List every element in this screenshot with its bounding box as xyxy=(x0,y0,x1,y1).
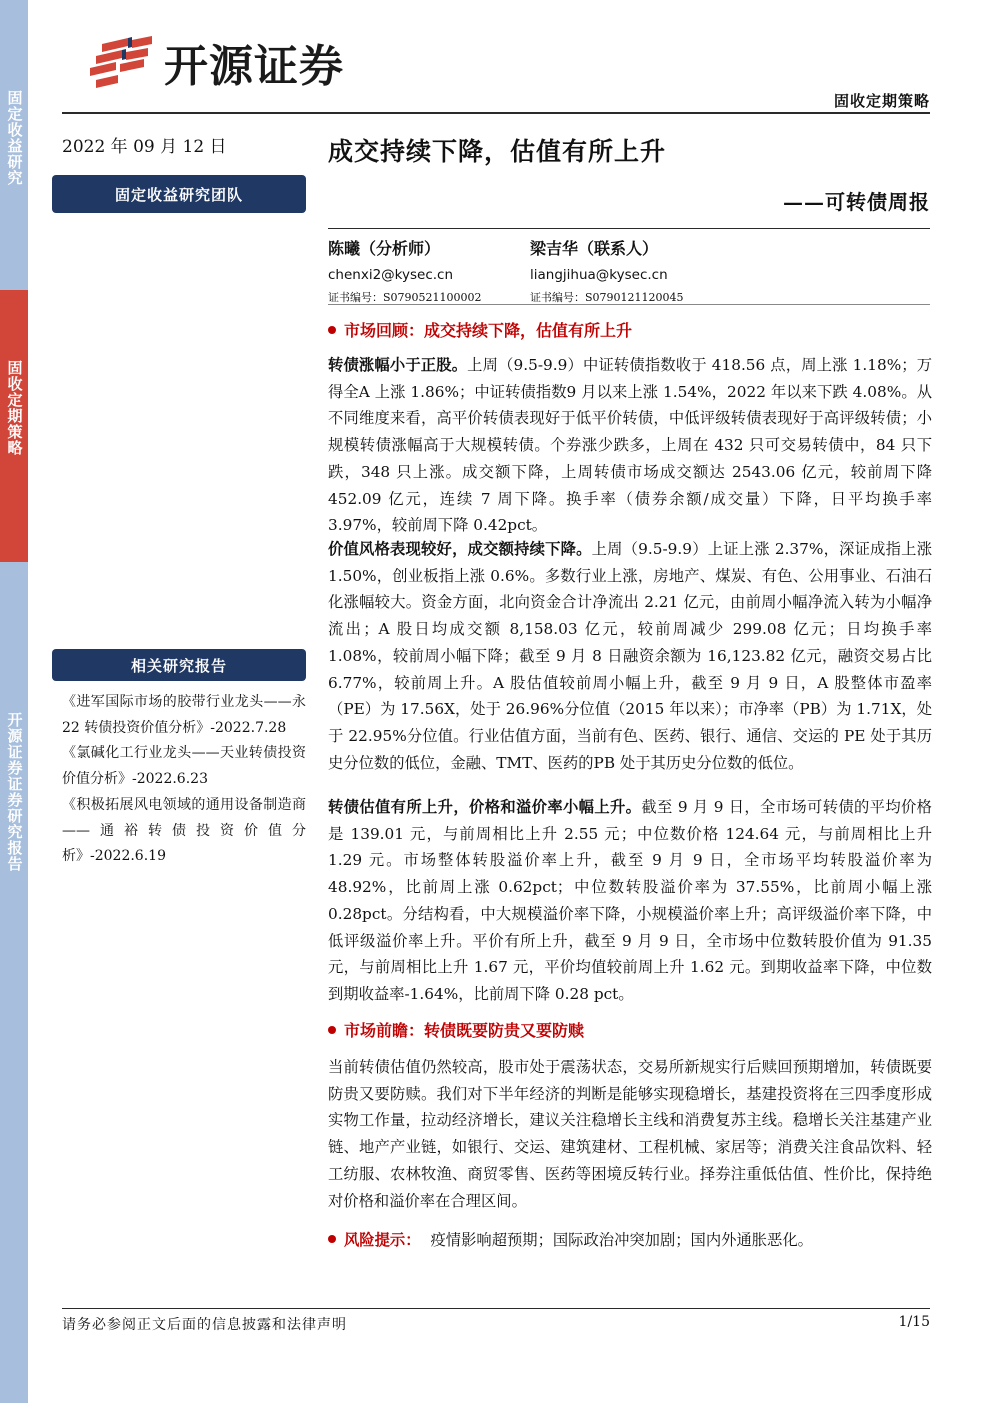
brand-logo xyxy=(88,30,344,94)
header-divider xyxy=(62,112,930,114)
risk-label: 风险提示： xyxy=(344,1231,421,1249)
author-cert: 证书编号：S0790121120045 xyxy=(530,291,684,304)
author-block xyxy=(328,236,482,305)
section-heading-review: 市场回顾：成交持续下降，估值有所上升 xyxy=(328,318,632,341)
kysec-logo-icon xyxy=(88,36,158,88)
paragraph-lead: 转债估值有所上升，价格和溢价率小幅上升。 xyxy=(328,798,642,816)
bullet-dot-icon xyxy=(328,1026,336,1034)
author-divider-top xyxy=(328,228,930,229)
author-email[interactable]: liangjihua@kysec.cn xyxy=(530,267,668,283)
footer-divider xyxy=(62,1308,930,1309)
author-cert: 证书编号：S0790521100002 xyxy=(328,291,482,304)
related-report-link[interactable]: 《积极拓展风电领域的通用设备制造商——通裕转债投资价值分析》-2022.6.19 xyxy=(62,796,306,865)
bullet-dot-icon xyxy=(328,326,336,334)
related-report-link[interactable]: 《氯碱化工行业龙头——天业转债投资价值分析》-2022.6.23 xyxy=(62,745,306,788)
bullet-dot-icon xyxy=(328,1235,336,1243)
team-badge: 固定收益研究团队 xyxy=(52,175,306,213)
author-email[interactable]: chenxi2@kysec.cn xyxy=(328,267,454,283)
author-block xyxy=(530,236,684,305)
paragraph-review-2: 价值风格表现较好，成交额持续下降。上周（9.5-9.9）上证上涨 2.37%，深证成指上涨 1.50%，创业板指上涨 0.6%。多数行业上涨，房地产、煤炭、有色、公用事业、石油石化涨幅较大。资金方面，北向资金合计净流出 2.21 亿元，由前周小幅净流入转为小幅净流出；A 股日均成交额 8,158.03 亿元，较前周减少 299.08 亿元；日均换手率 1.08%，较前周小幅下降；截至 9 月 8 日融资余额为 16,123.82 亿元，融资交易占比 6.77%，较前周上升。A 股估值较前周小幅上升，截至 9 月 9 日，A 股整体市盈率（PE）为 17.56X，处于 26.96%分位值（2015 年以来）；市净率（PB）为 1.71X，处于 22.95%分位值。行业估值方面，当前有色、医药、银行、通信、交运的 PE 处于其历史分位数的低位，金融、TMT、医药的PB 处于其历史分位数的低位。 xyxy=(328,540,932,772)
related-reports-heading: 相关研究报告 xyxy=(52,649,306,681)
paragraph-review-1: 转债涨幅小于正股。上周（9.5-9.9）中证转债指数收于 418.56 点，周上涨 1.18%；万得全A 上涨 1.86%；中证转债指数9 月以来上涨 1.54%，2022 年以来下跌 4.08%。从不同维度来看，高平价转债表现好于低平价转债，中低评级转债表现好于高评级转债；小规模转债涨幅高于大规模转债。个券涨少跌多，上周在 432 只可交易转债中，84 只下跌，348 只上涨。成交额下降，上周转债市场成交额达 2543.06 亿元，较前周下降 452.09 亿元，连续 7 周下降。换手率（债券余额/成交量）下降，日平均换手率 3.97%，较前周下降 0.42pct。 xyxy=(328,356,932,535)
page-number: 1/15 xyxy=(898,1314,930,1330)
paragraph-lead: 转债涨幅小于正股。 xyxy=(328,356,468,374)
paragraph-review-3: 转债估值有所上升，价格和溢价率小幅上升。截至 9 月 9 日，全市场可转债的平均价格是 139.01 元，与前周相比上升 2.55 元；中位数价格 124.64 元，与前周相比上升 1.29 元。市场整体转股溢价率上升，截至 9 月 9 日，全市场平均转股溢价率为 48.92%，比前周上涨 0.62pct；中位数转股溢价率为 37.55%，比前周小幅上涨 0.28pct。分结构看，中大规模溢价率下降，小规模溢价率上升；高评级溢价率下降，中低评级溢价率上升。平价有所上升，截至 9 月 9 日，全市场中位数转股价值为 91.35 元，与前周相比上升 1.67 元，平价均值较前周上升 1.62 元。到期收益率下降，中位数到期收益率-1.64%，比前周下降 0.28 pct。 xyxy=(328,798,932,1003)
side-tab-fixed-income: 固定收益研究 xyxy=(0,0,28,290)
paragraph-lead: 价值风格表现较好，成交额持续下降。 xyxy=(328,540,592,558)
risk-warning xyxy=(328,1228,813,1250)
section-heading-outlook: 市场前瞻：转债既要防贵又要防赎 xyxy=(328,1018,584,1041)
report-type: 固收定期策略 xyxy=(833,92,930,110)
side-tab-strategy: 固收定期策略 xyxy=(0,290,28,562)
paragraph-outlook: 当前转债估值仍然较高，股市处于震荡状态，交易所新规实行后赎回预期增加，转债既要防贵又要防赎。我们对下半年经济的判断是能够实现稳增长，基建投资将在三四季度形成实物工作量，拉动经济增长，建议关注稳增长主线和消费复苏主线。稳增长关注基建产业链、地产产业链，如银行、交运、建筑建材、工程机械、家居等；消费关注食品饮料、轻工纺服、农林牧渔、商贸零售、医药等困境反转行业。择券注重低估值、性价比，保持绝对价格和溢价率在合理区间。 xyxy=(328,1058,932,1210)
report-subtitle: ——可转债周报 xyxy=(783,190,930,214)
report-date: 2022 年 09 月 12 日 xyxy=(62,137,227,157)
related-reports-list xyxy=(62,690,306,870)
author-name: 陈曦（分析师） xyxy=(328,239,441,258)
report-title: 成交持续下降，估值有所上升 xyxy=(328,137,667,166)
side-tab-kysec-report: 开源证券证券研究报告 xyxy=(0,562,28,1403)
related-report-link[interactable]: 《进军国际市场的胶带行业龙头——永 22 转债投资价值分析》-2022.7.28 xyxy=(62,694,306,736)
footer-disclaimer: 请务必参阅正文后面的信息披露和法律声明 xyxy=(62,1317,347,1333)
author-name: 梁吉华（联系人） xyxy=(530,239,659,258)
brand-name: 开源证券 xyxy=(164,41,344,92)
risk-text: 疫情影响超预期；国际政治冲突加剧；国内外通胀恶化。 xyxy=(430,1231,813,1249)
author-divider-bottom xyxy=(328,304,930,305)
